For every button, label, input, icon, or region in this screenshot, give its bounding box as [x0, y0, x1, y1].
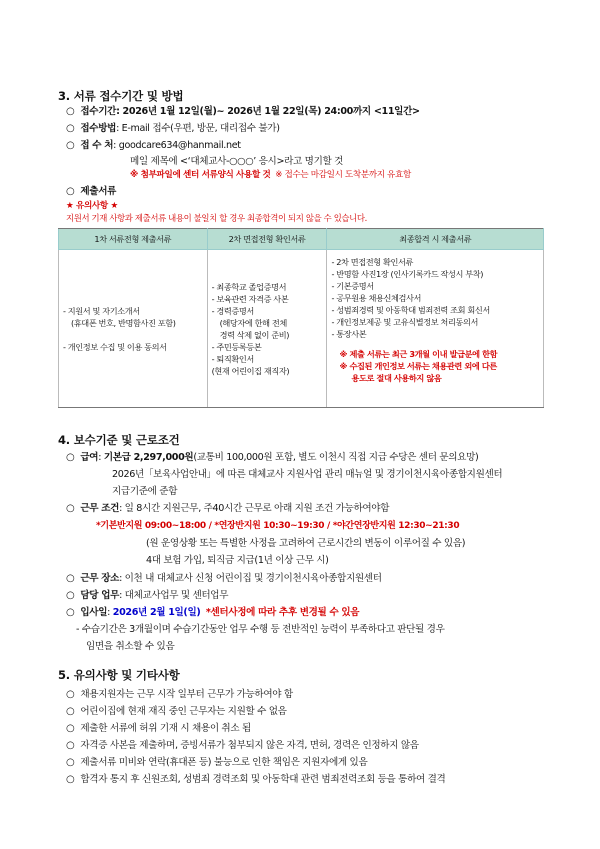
list-item: - 반명함 사진1장 (인사기록카드 작성시 부착) — [331, 269, 484, 279]
duty-row — [66, 587, 228, 601]
list-item: - 보육관련 자격증 사본 — [211, 293, 289, 304]
list-item: - 성범죄경력 및 아동학대 범죄전력 조회 회신서 — [331, 305, 490, 315]
dest-value: : goodcare634@hanmail.net — [113, 140, 241, 151]
start-sep: : — [107, 607, 113, 618]
table-header-2: 2차 면접전형 확인서류 — [207, 229, 327, 250]
period-value: : 2026년 1월 12일(월)~ 2026년 1월 22일(목) 24:00까지 <11일간> — [116, 106, 420, 117]
list-item: - 2차 면접전형 확인서류 — [331, 257, 414, 267]
dest-note: 메일 제목에 <‘대체교사-○○○’ 응시>라고 명기할 것 — [130, 156, 344, 167]
work-note: (원 운영상황 또는 특별한 사정을 고려하여 근로시간의 변동이 이루어질 수 있음) — [146, 538, 466, 549]
list-item: - 주민등록등본 — [211, 341, 262, 352]
note-text: 제출한 서류에 허위 기재 시 채용이 취소 됨 — [80, 723, 251, 734]
list-item: - 지원서 및 자기소개서 — [63, 305, 140, 316]
list-item: - 최종학교 졸업증명서 — [211, 281, 287, 292]
list-item — [63, 329, 203, 341]
circle-bullet-icon: ○ — [66, 689, 75, 700]
circle-bullet-icon: ○ — [66, 590, 75, 601]
note-text: 제출서류 미비와 연락(휴대폰 등) 불능으로 인한 책임은 지원자에게 있음 — [80, 757, 368, 768]
pay-base: 기본급 2,297,000원 — [103, 452, 194, 463]
circle-bullet-icon: ○ — [66, 573, 75, 584]
list-item — [66, 720, 251, 734]
list-item: - 기본증명서 — [331, 281, 374, 291]
circle-bullet-icon: ○ — [66, 607, 75, 618]
list-item: - 통장사본 — [331, 329, 367, 339]
pay-detail: (교통비 100,000원 포함, 별도 이천시 직접 지급 수당은 센터 문의요망) — [193, 452, 479, 463]
circle-bullet-icon: ○ — [66, 123, 75, 134]
circle-bullet-icon: ○ — [66, 757, 75, 768]
docs-label: 제출서류 — [80, 186, 117, 197]
table-note-privacy-cont: 용도로 절대 사용하지 않음 — [351, 373, 442, 383]
pay-basis-line: 2026년「보육사업안내」에 따른 대체교사 지원사업 관리 매뉴얼 및 경기이천시육아종합지원센터 — [112, 469, 503, 480]
method-value: : E-mail 접수(우편, 방문, 대리접수 불가) — [116, 123, 280, 134]
docs-row — [66, 183, 116, 197]
table-cell-final — [327, 250, 544, 408]
pay-row — [66, 449, 478, 463]
table-note-privacy: ※ 수집된 개인정보 서류는 채용관련 외에 다른 — [339, 361, 497, 371]
list-item: - 개인정보 수집 및 이용 동의서 — [63, 341, 167, 352]
place-row — [66, 570, 382, 584]
table-cell-first — [59, 250, 208, 408]
note-text: 어린이집에 현재 재직 중인 근무자는 지원할 수 없음 — [80, 706, 287, 717]
work-value: : 일 8시간 지원근무, 주40시간 근무로 아래 지원 조건 가능하여야함 — [119, 503, 390, 514]
start-date: 2026년 2월 1일(일) — [112, 607, 201, 618]
list-item: (휴대폰 번호, 반명함사진 포함) — [71, 317, 176, 328]
note-text: 합격자 통지 후 신원조회, 성범죄 경력조회 및 아동학대 관련 범죄전력조회 등을 통하여 결격 — [80, 774, 446, 785]
work-label: 근무 조건 — [80, 503, 120, 514]
work-insurance: 4대 보험 가입, 퇴직금 지급(1년 이상 근무 시) — [146, 555, 329, 566]
list-item — [66, 686, 293, 700]
circle-bullet-icon: ○ — [66, 723, 75, 734]
pay-label: 급여 — [80, 452, 99, 463]
list-item: (해당자에 한해 전체 — [219, 317, 287, 328]
circle-bullet-icon: ○ — [66, 452, 75, 463]
list-item — [66, 737, 419, 751]
warn-deadline: ※ 접수는 마감일시 도착분까지 유효함 — [275, 170, 411, 180]
documents-table — [58, 228, 544, 408]
list-item: - 퇴직확인서 — [211, 353, 254, 364]
circle-bullet-icon: ○ — [66, 140, 75, 151]
list-item: - 개인정보제공 및 고유식별정보 처리동의서 — [331, 317, 478, 327]
table-header-3: 최종합격 시 제출서류 — [327, 229, 544, 250]
duty-value: : 대체교사업무 및 센터업무 — [119, 590, 229, 601]
method-row — [66, 120, 280, 134]
table-cell-second — [207, 250, 327, 408]
work-schedule: *기본반지원 09:00~18:00 / *연장반지원 10:30~19:30 / *야간연장반지원 12:30~21:30 — [96, 521, 460, 531]
pay-sep: : — [98, 452, 104, 463]
note-text: 자격증 사본을 제출하며, 증빙서류가 첨부되지 않은 자격, 면허, 경력은 인정하지 않음 — [80, 740, 419, 751]
start-note: *센터사정에 따라 추후 변경될 수 있음 — [205, 607, 360, 618]
probation-line-1: - 수습기간은 3개월이며 수습기간동안 업무 수행 등 전반적인 능력이 부족하다고 판단될 경우 — [76, 624, 445, 635]
list-item: 경력 삭제 없이 준비) — [219, 329, 290, 340]
table-header-1: 1차 서류전형 제출서류 — [59, 229, 208, 250]
dest-warnings — [130, 168, 411, 180]
note-text: 채용지원자는 근무 시작 일부터 근무가 가능하여야 함 — [80, 689, 293, 700]
pay-basis-line-2: 지급기준에 준함 — [112, 486, 178, 497]
period-label: 접수기간 — [80, 106, 117, 117]
caution-title: ★ 유의사항 ★ — [66, 201, 118, 211]
circle-bullet-icon: ○ — [66, 774, 75, 785]
dest-label: 접 수 처 — [80, 140, 114, 151]
start-row — [66, 604, 359, 618]
work-row — [66, 500, 389, 514]
period-row — [66, 103, 420, 117]
place-value: : 이천 내 대체교사 신청 어린이집 및 경기이천시육아종합지원센터 — [119, 573, 382, 584]
circle-bullet-icon: ○ — [66, 706, 75, 717]
warn-template: ※ 첨부파일에 센터 서류양식 사용할 것 — [130, 170, 271, 180]
start-label: 입사일 — [80, 607, 108, 618]
section-5-title: 5. 유의사항 및 기타사항 — [58, 668, 180, 682]
list-item: - 경력증명서 — [211, 305, 254, 316]
method-label: 접수방법 — [80, 123, 117, 134]
circle-bullet-icon: ○ — [66, 503, 75, 514]
probation-line-2: 임면을 취소할 수 있음 — [86, 641, 175, 652]
list-item: (현재 어린이집 재직자) — [211, 365, 290, 376]
dest-row — [66, 137, 241, 151]
duty-label: 담당 업무 — [80, 590, 120, 601]
list-item — [66, 754, 367, 768]
list-item: - 공무원용 채용신체검사서 — [331, 293, 422, 303]
caution-text: 지원서 기재 사항과 제출서류 내용이 불일치 할 경우 최종합격이 되지 않을 수 있습니다. — [66, 213, 367, 223]
circle-bullet-icon: ○ — [66, 106, 75, 117]
table-note-recent: ※ 제출 서류는 최근 3개월 이내 발급분에 한함 — [339, 349, 498, 359]
section-3-title: 3. 서류 접수기간 및 방법 — [58, 89, 184, 103]
place-label: 근무 장소 — [80, 573, 120, 584]
section-4-title: 4. 보수기준 및 근로조건 — [58, 433, 180, 447]
circle-bullet-icon: ○ — [66, 186, 75, 197]
list-item — [66, 771, 445, 785]
circle-bullet-icon: ○ — [66, 740, 75, 751]
list-item — [66, 703, 287, 717]
